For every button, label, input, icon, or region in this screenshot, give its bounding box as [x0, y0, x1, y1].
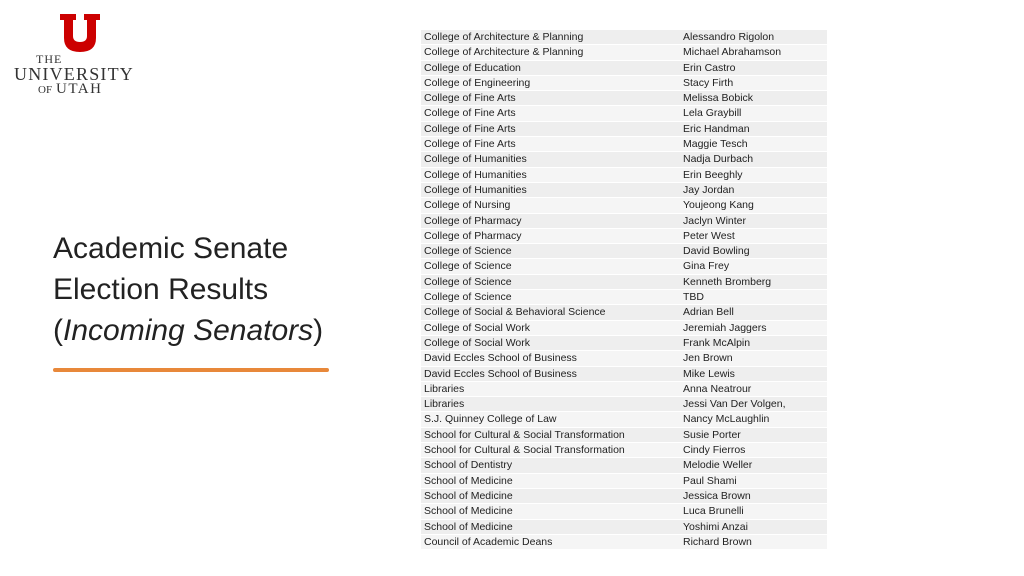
- table-row: [421, 351, 827, 366]
- senator-cell: Erin Castro: [683, 61, 736, 74]
- senator-cell: Maggie Tesch: [683, 138, 748, 151]
- table-row: [421, 122, 827, 137]
- table-row: [421, 244, 827, 259]
- college-cell: College of Social Work: [424, 336, 531, 349]
- table-row: [421, 443, 827, 458]
- college-cell: College of Pharmacy: [424, 229, 522, 242]
- college-cell: College of Humanities: [424, 168, 527, 181]
- table-row: [421, 412, 827, 427]
- senator-cell: Eric Handman: [683, 122, 750, 135]
- title-italic: Incoming Senators: [63, 314, 314, 347]
- senator-cell: Melodie Weller: [683, 459, 753, 472]
- senator-cell: Peter West: [683, 229, 735, 242]
- college-cell: College of Fine Arts: [424, 138, 516, 151]
- table-row: [421, 382, 827, 397]
- senator-cell: Alessandro Rigolon: [683, 31, 775, 43]
- logo-of: OF: [38, 84, 53, 96]
- senators-table: [421, 30, 827, 550]
- table-row: [421, 137, 827, 152]
- senator-cell: Melissa Bobick: [683, 92, 754, 105]
- title-line-2: Election Results: [53, 273, 269, 306]
- senator-cell: Michael Abrahamson: [683, 46, 782, 59]
- table-row: [421, 321, 827, 336]
- table-row: [421, 61, 827, 76]
- senator-cell: TBD: [683, 291, 704, 304]
- college-cell: Council of Academic Deans: [424, 535, 553, 548]
- college-cell: College of Fine Arts: [424, 107, 516, 120]
- college-cell: David Eccles School of Business: [424, 352, 577, 365]
- logo-university: UNIVERSITY: [14, 64, 134, 84]
- logo-utah: UTAH: [56, 81, 103, 97]
- table-row: [421, 520, 827, 535]
- table-row: [421, 489, 827, 504]
- table-row: [421, 152, 827, 167]
- table-row: [421, 428, 827, 443]
- university-of-utah-logo: [14, 12, 134, 97]
- senator-cell: Jay Jordan: [683, 183, 735, 196]
- title-line-3: (Incoming Senators): [53, 314, 324, 347]
- senator-cell: Jessica Brown: [683, 489, 751, 502]
- college-cell: College of Science: [424, 291, 512, 304]
- senator-cell: Jaclyn Winter: [683, 214, 747, 227]
- college-cell: College of Pharmacy: [424, 214, 522, 227]
- college-cell: College of Architecture & Planning: [424, 46, 584, 59]
- senator-cell: Paul Shami: [683, 474, 737, 487]
- college-cell: College of Architecture & Planning: [424, 31, 584, 43]
- college-cell: College of Science: [424, 275, 512, 288]
- college-cell: College of Science: [424, 245, 512, 258]
- senator-cell: Gina Frey: [683, 260, 730, 273]
- senator-cell: Jessi Van Der Volgen,: [683, 398, 786, 411]
- table-row: [421, 183, 827, 198]
- table-row: [421, 474, 827, 489]
- table-row: [421, 305, 827, 320]
- senator-cell: Nadja Durbach: [683, 153, 754, 166]
- college-cell: College of Fine Arts: [424, 122, 516, 135]
- college-cell: School of Medicine: [424, 505, 513, 518]
- college-cell: College of Social & Behavioral Science: [424, 306, 606, 319]
- table-row: [421, 168, 827, 183]
- table-row: [421, 45, 827, 60]
- college-cell: School for Cultural & Social Transformation: [424, 428, 625, 441]
- table-row: [421, 336, 827, 351]
- college-cell: School of Medicine: [424, 489, 513, 502]
- table-row: [421, 259, 827, 274]
- table-row: [421, 458, 827, 473]
- table-row: [421, 275, 827, 290]
- senator-cell: Kenneth Bromberg: [683, 275, 772, 288]
- senator-cell: Frank McAlpin: [683, 336, 751, 349]
- college-cell: College of Engineering: [424, 76, 531, 89]
- table-row: [421, 290, 827, 305]
- block-u-icon: [58, 12, 102, 54]
- senator-cell: Erin Beeghly: [683, 168, 743, 181]
- senator-cell: Jeremiah Jaggers: [683, 321, 767, 334]
- college-cell: College of Nursing: [424, 199, 511, 212]
- college-cell: College of Fine Arts: [424, 92, 516, 105]
- college-cell: David Eccles School of Business: [424, 367, 577, 380]
- senator-cell: Jen Brown: [683, 352, 733, 365]
- table-row: [421, 397, 827, 412]
- senator-cell: Yoshimi Anzai: [683, 520, 748, 533]
- college-cell: S.J. Quinney College of Law: [424, 413, 557, 426]
- senator-cell: Stacy Firth: [683, 76, 734, 89]
- senator-cell: Susie Porter: [683, 428, 741, 441]
- senator-cell: Youjeong Kang: [683, 199, 754, 212]
- senator-cell: Luca Brunelli: [683, 505, 744, 518]
- college-cell: College of Science: [424, 260, 512, 273]
- college-cell: School of Medicine: [424, 520, 513, 533]
- college-cell: College of Social Work: [424, 321, 531, 334]
- table-row: [421, 30, 827, 45]
- logo-the: THE: [36, 52, 63, 66]
- senator-cell: Richard Brown: [683, 535, 752, 548]
- table-row: [421, 106, 827, 121]
- table-row: [421, 214, 827, 229]
- senator-cell: David Bowling: [683, 245, 750, 258]
- accent-divider: [53, 368, 329, 372]
- senator-cell: Cindy Fierros: [683, 444, 746, 457]
- college-cell: College of Education: [424, 61, 521, 74]
- senator-cell: Lela Graybill: [683, 107, 742, 120]
- table-row: [421, 198, 827, 213]
- college-cell: School of Dentistry: [424, 459, 513, 472]
- college-cell: School of Medicine: [424, 474, 513, 487]
- title-line-1: Academic Senate: [53, 232, 289, 265]
- table-row: [421, 367, 827, 382]
- table-row: [421, 504, 827, 519]
- senator-cell: Mike Lewis: [683, 367, 735, 380]
- senator-cell: Anna Neatrour: [683, 382, 752, 395]
- table-row: [421, 91, 827, 106]
- senator-cell: Adrian Bell: [683, 306, 734, 319]
- slide-title: [53, 228, 373, 351]
- college-cell: Libraries: [424, 382, 465, 395]
- college-cell: College of Humanities: [424, 153, 527, 166]
- college-cell: College of Humanities: [424, 183, 527, 196]
- table-row: [421, 76, 827, 91]
- college-cell: School for Cultural & Social Transformation: [424, 444, 625, 457]
- table-row: [421, 229, 827, 244]
- table-row: [421, 535, 827, 550]
- senator-cell: Nancy McLaughlin: [683, 413, 770, 426]
- college-cell: Libraries: [424, 398, 465, 411]
